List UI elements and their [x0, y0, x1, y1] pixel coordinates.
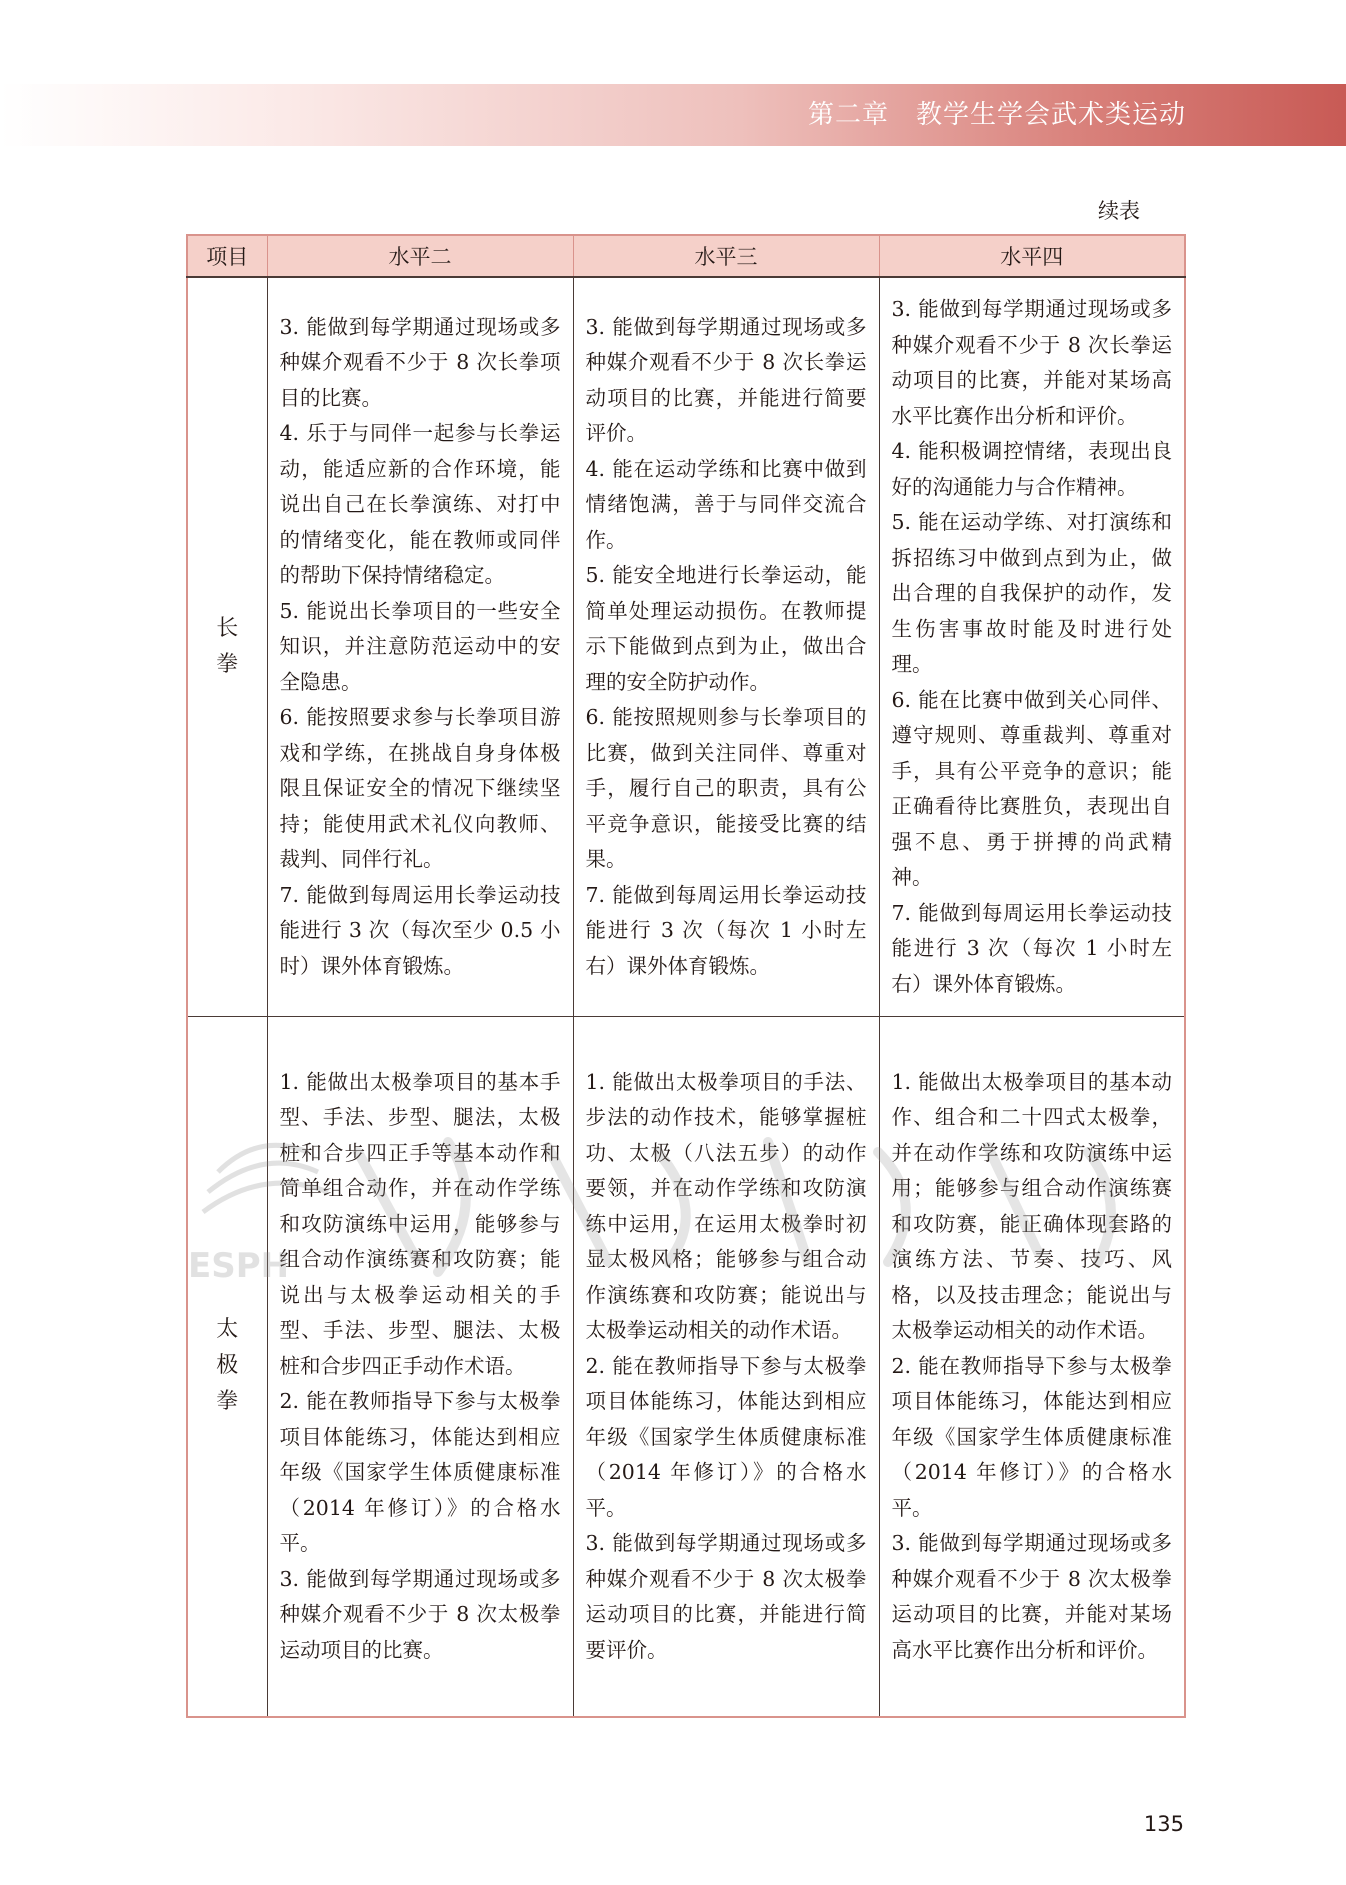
list-item: 4. 乐于与同伴一起参与长拳运动，能适应新的合作环境，能说出自己在长拳演练、对打中的情绪变化，能在教师或同伴的帮助下保持情绪稳定。 — [279, 421, 561, 588]
list-item: 5. 能安全地进行长拳运动，能简单处理运动损伤。在教师提示下能做到点到为止，做出合理的安全防护动作。 — [585, 563, 867, 694]
list-item: 1. 能做出太极拳项目的基本动作、组合和二十四式太极拳，并在动作学练和攻防演练中运用；能够参与组合动作演练赛和攻防赛，能正确体现套路的演练方法、节奏、技巧、风格，以及技击理念；能说出与太极拳运动相关的动作术语。 — [891, 1069, 1172, 1342]
list-item: 5. 能说出长拳项目的一些安全知识，并注意防范运动中的安全隐患。 — [279, 598, 561, 694]
page-number: 135 — [1143, 1812, 1184, 1836]
cell-taijiquan-level-2 — [267, 1017, 573, 1717]
list-item: 3. 能做到每学期通过现场或多种媒介观看不少于 8 次太极拳运动项目的比赛，并能进行简要评价。 — [585, 1531, 867, 1662]
column-header-level-4: 水平四 — [879, 235, 1185, 277]
list-item: 3. 能做到每学期通过现场或多种媒介观看不少于 8 次长拳运动项目的比赛，并能进行简要评价。 — [585, 314, 867, 446]
cell-taijiquan-level-4 — [879, 1017, 1185, 1717]
list-item: 1. 能做出太极拳项目的基本手型、手法、步型、腿法，太极桩和合步四正手等基本动作和简单组合动作，并在动作学练和攻防演练中运用，能够参与组合动作演练赛和攻防赛；能说出与太极拳运动相关的手型、手法、步型、腿法、太极桩和合步四正手动作术语。 — [279, 1069, 561, 1378]
list-item: 5. 能在运动学练、对打演练和拆招练习中做到点到为止，做出合理的自我保护的动作，发生伤害事故时能及时进行处理。 — [891, 510, 1172, 676]
cell-changquan-level-3 — [573, 277, 879, 1017]
table-header-row — [187, 235, 1185, 277]
row-label-changquan — [187, 277, 267, 1017]
cell-changquan-level-2 — [267, 277, 573, 1017]
list-item: 7. 能做到每周运用长拳运动技能进行 3 次（每次 1 小时左右）课外体育锻炼。 — [585, 882, 867, 978]
column-header-item: 项目 — [187, 235, 267, 277]
list-item: 2. 能在教师指导下参与太极拳项目体能练习，体能达到相应年级《国家学生体质健康标准（2014 年修订）》的合格水平。 — [585, 1353, 867, 1520]
row-label-text: 太极拳 — [216, 1317, 239, 1415]
list-item: 2. 能在教师指导下参与太极拳项目体能练习，体能达到相应年级《国家学生体质健康标准（2014 年修订）》的合格水平。 — [891, 1353, 1172, 1520]
list-item: 7. 能做到每周运用长拳运动技能进行 3 次（每次至少 0.5 小时）课外体育锻炼。 — [279, 882, 561, 978]
table-row-taijiquan — [187, 1017, 1185, 1717]
list-item: 3. 能做到每学期通过现场或多种媒介观看不少于 8 次太极拳运动项目的比赛。 — [279, 1566, 561, 1662]
list-item: 3. 能做到每学期通过现场或多种媒介观看不少于 8 次长拳项目的比赛。 — [279, 314, 561, 410]
continued-label: 续表 — [1098, 199, 1140, 223]
list-item: 6. 能按照要求参与长拳项目游戏和学练，在挑战自身身体极限且保证安全的情况下继续坚持；能使用武术礼仪向教师、裁判、同伴行礼。 — [279, 705, 561, 872]
list-item: 7. 能做到每周运用长拳运动技能进行 3 次（每次 1 小时左右）课外体育锻炼。 — [891, 900, 1172, 996]
standards-table — [186, 234, 1186, 1718]
column-header-level-3: 水平三 — [573, 235, 879, 277]
table-row-changquan — [187, 277, 1185, 1017]
chapter-header-band — [0, 84, 1346, 146]
column-header-level-2: 水平二 — [267, 235, 573, 277]
row-label-taijiquan — [187, 1017, 267, 1717]
list-item: 4. 能积极调控情绪，表现出良好的沟通能力与合作精神。 — [891, 439, 1172, 499]
chapter-title: 第二章 教学生学会武术类运动 — [807, 100, 1186, 130]
list-item: 3. 能做到每学期通过现场或多种媒介观看不少于 8 次太极拳运动项目的比赛，并能对某场高水平比赛作出分析和评价。 — [891, 1531, 1172, 1662]
list-item: 4. 能在运动学练和比赛中做到情绪饱满，善于与同伴交流合作。 — [585, 456, 867, 552]
list-item: 1. 能做出太极拳项目的手法、步法的动作技术，能够掌握桩功、太极（八法五步）的动作要领，并在动作学练和攻防演练中运用，在运用太极拳时初显太极风格；能够参与组合动作演练赛和攻防赛；能说出与太极拳运动相关的动作术语。 — [585, 1069, 867, 1342]
cell-changquan-level-4 — [879, 277, 1185, 1017]
row-label-text: 长拳 — [216, 616, 239, 677]
list-item: 6. 能按照规则参与长拳项目的比赛，做到关注同伴、尊重对手，履行自己的职责，具有公平竞争意识，能接受比赛的结果。 — [585, 705, 867, 872]
list-item: 3. 能做到每学期通过现场或多种媒介观看不少于 8 次长拳运动项目的比赛，并能对某场高水平比赛作出分析和评价。 — [891, 297, 1172, 428]
cell-taijiquan-level-3 — [573, 1017, 879, 1717]
watermark-logo-text: ESPH — [188, 1246, 290, 1282]
list-item: 2. 能在教师指导下参与太极拳项目体能练习，体能达到相应年级《国家学生体质健康标准（2014 年修订）》的合格水平。 — [279, 1389, 561, 1555]
list-item: 6. 能在比赛中做到关心同伴、遵守规则、尊重裁判、尊重对手，具有公平竞争的意识；能正确看待比赛胜负，表现出自强不息、勇于拼搏的尚武精神。 — [891, 687, 1172, 889]
